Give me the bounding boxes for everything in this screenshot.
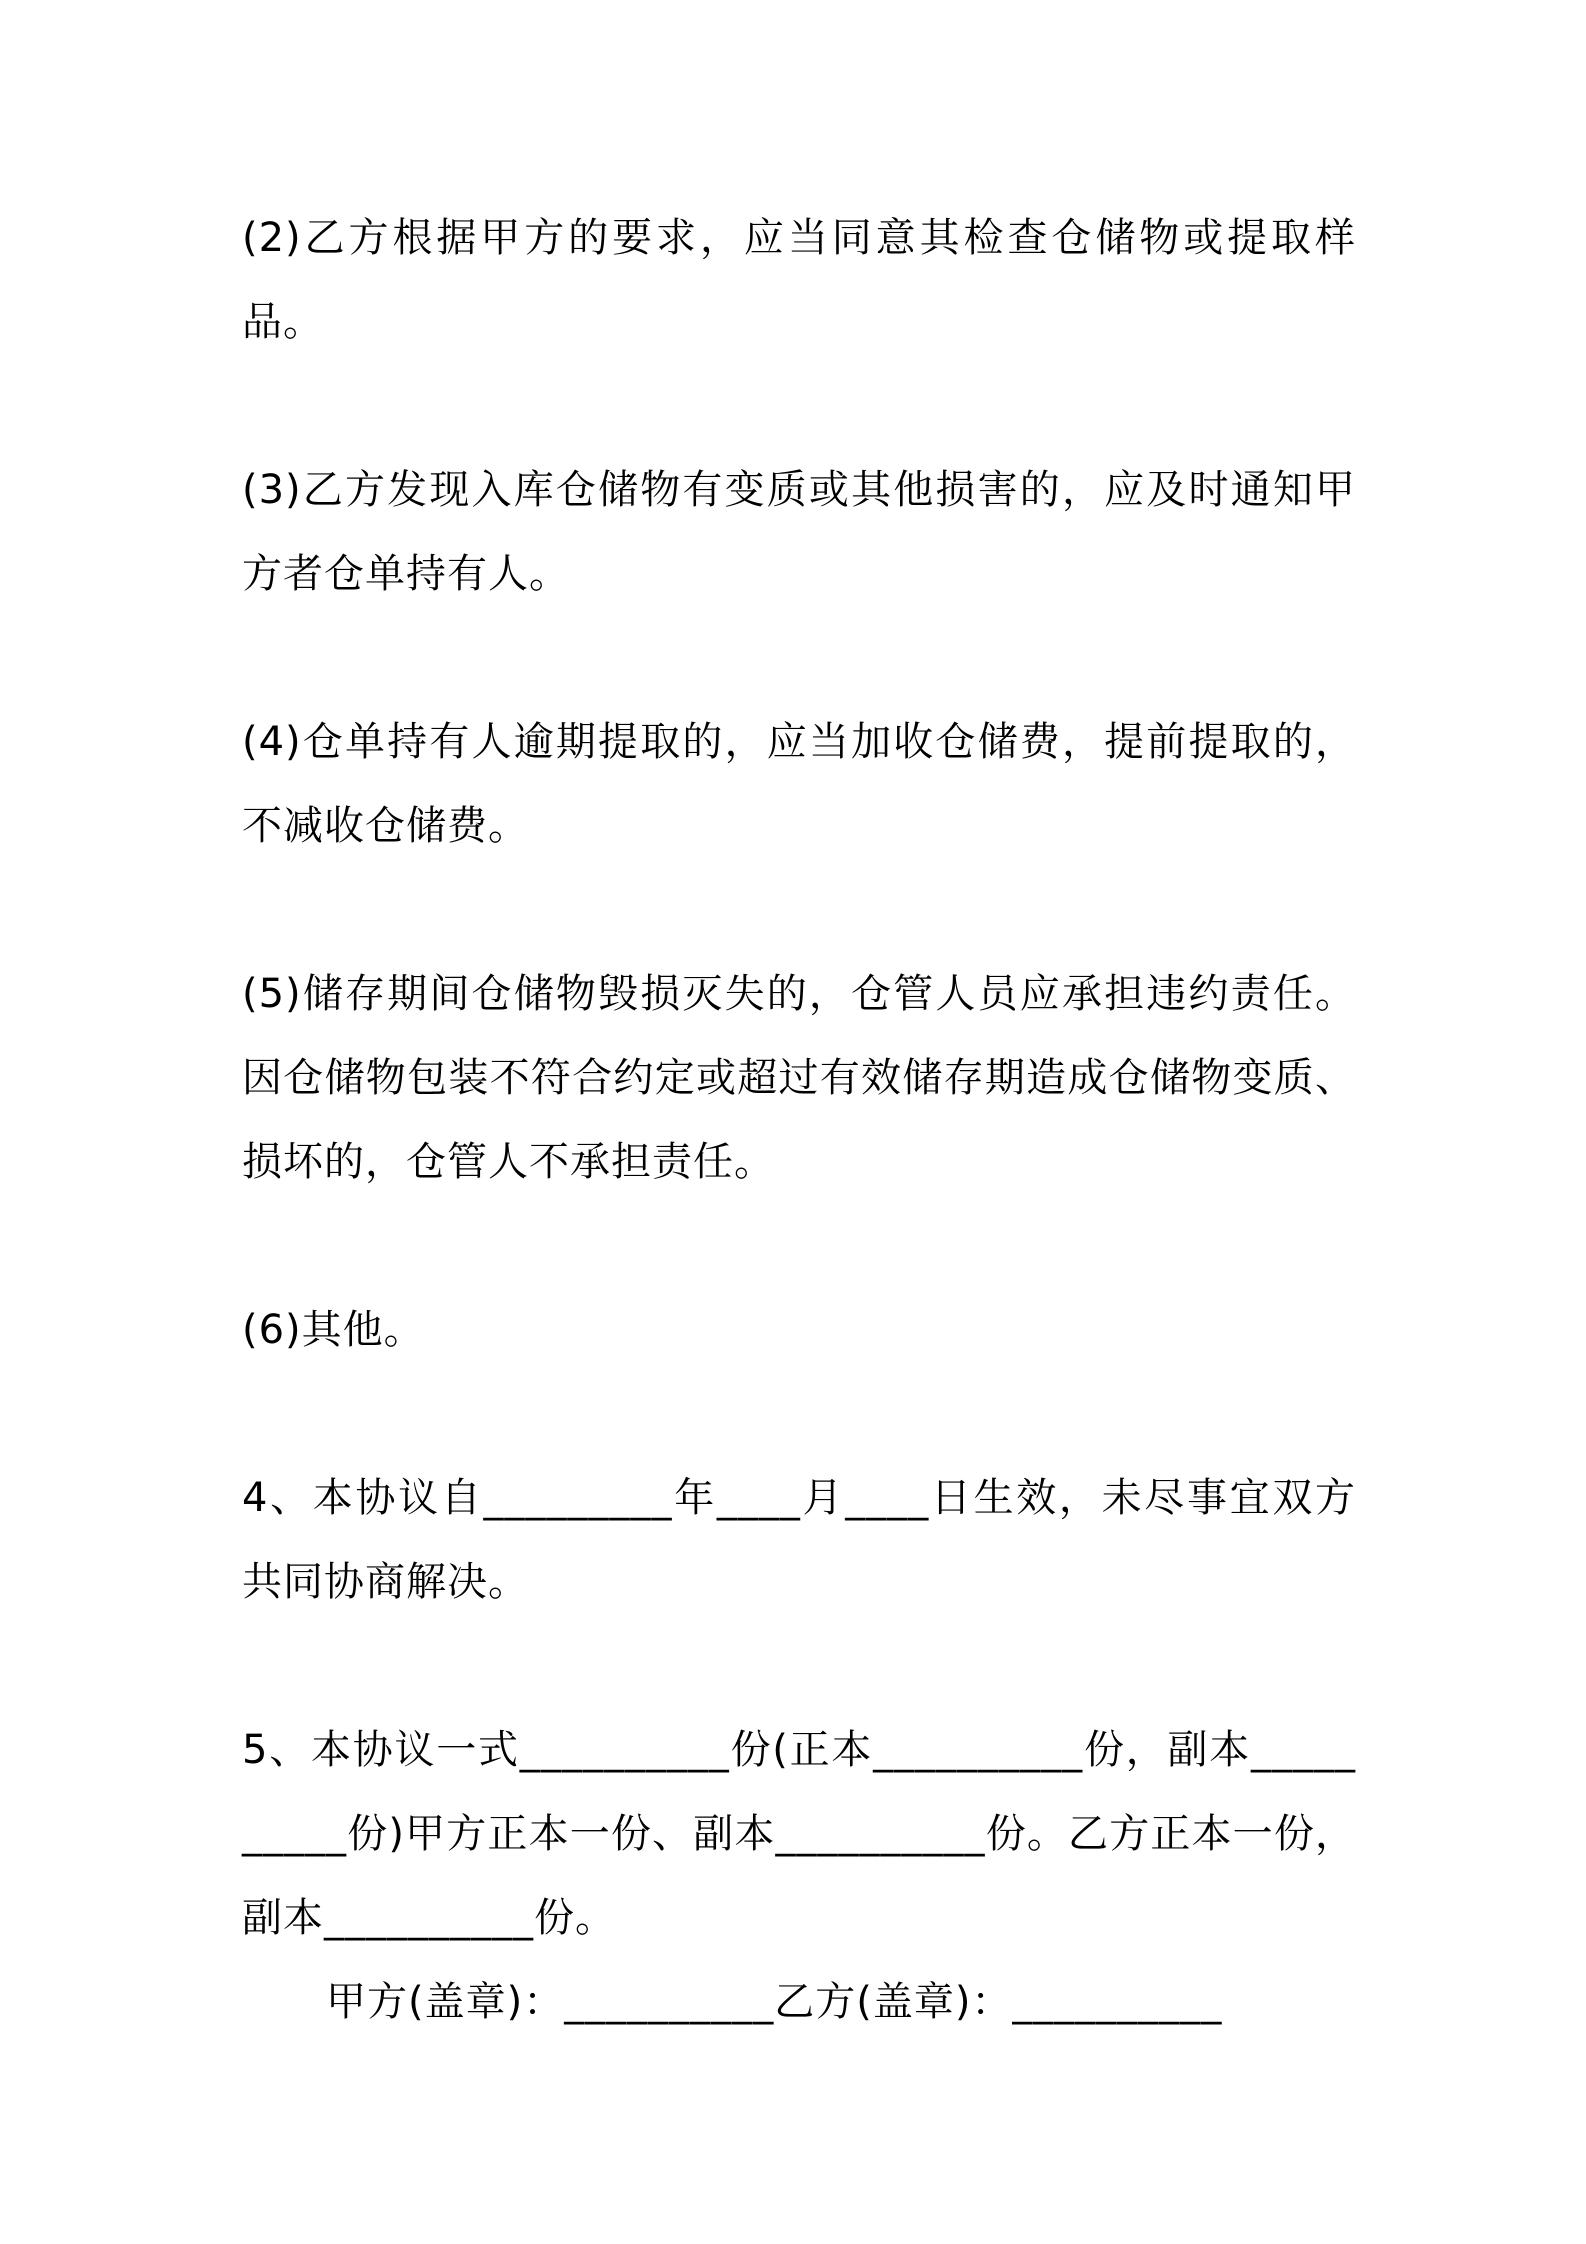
clause-2: (2)乙方根据甲方的要求，应当同意其检查仓储物或提取样品。 [242,215,1356,345]
signature-line: 甲方(盖章)：__________乙方(盖章)：__________ [326,1979,1223,2025]
paragraph-gap [242,1624,1356,1708]
clause-6: (6)其他。 [242,1307,425,1353]
paragraph-gap [242,868,1356,952]
article-4-effective-date: 4、本协议自_________年____月____日生效，未尽事宜双方共同协商解决。 [242,1475,1356,1605]
paragraph-gap [242,364,1356,448]
paragraph-gap [242,616,1356,700]
document-body [242,196,1356,2044]
article-5-copies: 5、本协议一式__________份(正本__________份，副本__________份)甲方正本一份、副本__________份。乙方正本一份，副本__________份。 [242,1727,1356,1941]
paragraph-gap [242,1372,1356,1456]
clause-5: (5)储存期间仓储物毁损灭失的，仓管人员应承担违约责任。因仓储物包装不符合约定或超过有效储存期造成仓储物变质、损坏的，仓管人不承担责任。 [242,971,1356,1185]
clause-3: (3)乙方发现入库仓储物有变质或其他损害的，应及时通知甲方者仓单持有人。 [242,467,1356,597]
clause-4: (4)仓单持有人逾期提取的，应当加收仓储费，提前提取的，不减收仓储费。 [242,719,1356,849]
paragraph-gap [242,1204,1356,1288]
